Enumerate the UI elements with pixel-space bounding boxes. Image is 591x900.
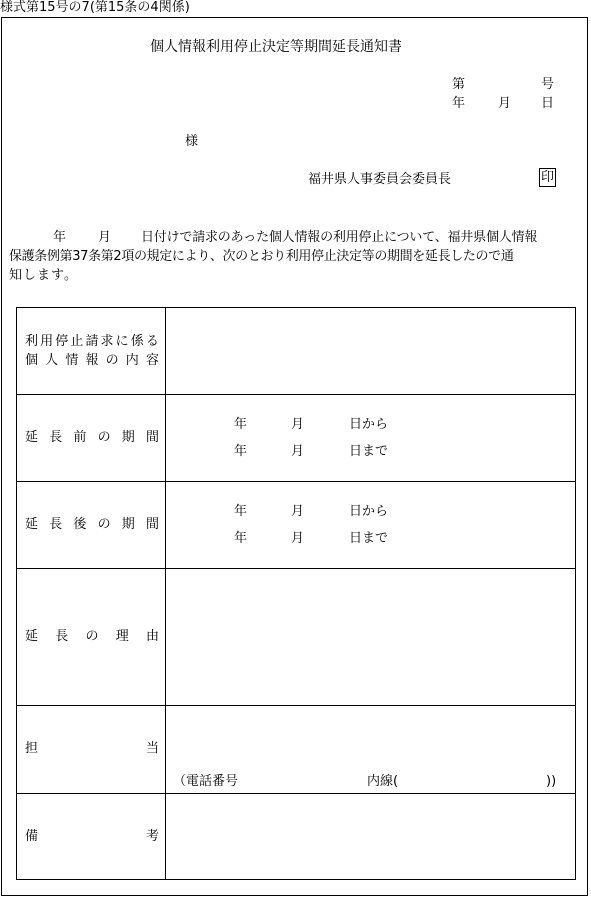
- form-number-note: 様式第15号の7(第15条の4関係): [0, 0, 190, 15]
- label-char: 係: [130, 334, 144, 349]
- label-char: 延: [25, 430, 39, 445]
- body-line3: 知します。: [9, 268, 78, 283]
- label-char: の: [97, 430, 111, 445]
- label-char: の: [85, 629, 99, 644]
- row-divider: [17, 705, 575, 706]
- sender-name: 福井県人事委員会委員長: [308, 172, 452, 187]
- row-divider: [17, 568, 575, 569]
- document-title: 個人情報利用停止決定等期間延長通知書: [150, 39, 402, 55]
- date-month: 月: [498, 96, 512, 111]
- label-char: 内: [125, 353, 139, 368]
- contact-ext-label: 内線(: [367, 774, 399, 789]
- label-char: 長: [49, 517, 63, 532]
- body-line1-rest: 日付けで請求のあった個人情報の利用停止について、福井県個人情報: [141, 230, 538, 245]
- label-char: 個: [25, 353, 39, 368]
- label-char: 由: [145, 629, 159, 644]
- label-char: 考: [145, 829, 159, 844]
- label-char: 前: [73, 430, 87, 445]
- row-divider: [17, 481, 575, 482]
- label-char: 停: [55, 334, 69, 349]
- contact-close-paren: )): [546, 774, 557, 789]
- body-line1-year: 年: [53, 230, 67, 245]
- row-label-content-line2: [25, 354, 159, 367]
- period-after-month-2: 月: [291, 531, 305, 546]
- row-label-reason: [25, 630, 159, 643]
- number-go: 号: [541, 77, 555, 92]
- date-year: 年: [452, 96, 466, 111]
- period-before-from: 日から: [349, 417, 389, 432]
- label-char: 備: [25, 829, 39, 844]
- label-char: 求: [100, 334, 114, 349]
- label-char: 間: [145, 430, 159, 445]
- label-char: 情: [65, 353, 79, 368]
- row-divider: [17, 793, 575, 794]
- period-after-from: 日から: [349, 504, 389, 519]
- seal-mark: [539, 171, 556, 184]
- label-char: 間: [145, 517, 159, 532]
- contact-phone-label: （電話番号: [173, 774, 239, 789]
- period-before-to: 日まで: [349, 444, 389, 459]
- label-char: 延: [25, 629, 39, 644]
- row-label-period-after: [25, 518, 159, 531]
- label-char: 利: [25, 334, 39, 349]
- period-before-year-2: 年: [234, 444, 248, 459]
- label-char: 止: [70, 334, 84, 349]
- number-dai: 第: [452, 77, 466, 92]
- label-char: 長: [55, 629, 69, 644]
- period-before-month-2: 月: [291, 444, 305, 459]
- label-char: 長: [49, 430, 63, 445]
- row-label-remarks: [25, 830, 159, 843]
- period-after-to: 日まで: [349, 531, 389, 546]
- addressee-suffix: 様: [185, 134, 199, 149]
- label-char: る: [145, 334, 159, 349]
- label-char: の: [105, 353, 119, 368]
- label-char: 後: [73, 517, 87, 532]
- row-divider: [17, 394, 575, 395]
- label-char: 人: [45, 353, 59, 368]
- label-char: 容: [145, 353, 159, 368]
- period-after-year-2: 年: [234, 531, 248, 546]
- seal-label: 印: [541, 170, 555, 185]
- label-char: 理: [115, 629, 129, 644]
- label-char: 請: [85, 334, 99, 349]
- row-label-contact: [25, 742, 159, 755]
- label-char: 担: [25, 741, 39, 756]
- label-char: 当: [145, 741, 159, 756]
- label-char: 報: [85, 353, 99, 368]
- row-label-period-before: [25, 431, 159, 444]
- label-char: 期: [121, 517, 135, 532]
- period-before-year-1: 年: [234, 417, 248, 432]
- label-char: 用: [40, 334, 54, 349]
- label-char: に: [115, 334, 129, 349]
- label-char: の: [97, 517, 111, 532]
- label-char: 期: [121, 430, 135, 445]
- period-before-month-1: 月: [291, 417, 305, 432]
- date-day: 日: [541, 96, 555, 111]
- row-label-content-line1: [25, 335, 159, 348]
- details-table: [16, 307, 576, 880]
- period-after-year-1: 年: [234, 504, 248, 519]
- body-line2: 保護条例第37条第2項の規定により、次のとおり利用停止決定等の期間を延長したので通: [9, 249, 514, 264]
- body-line1-month: 月: [98, 230, 112, 245]
- label-char: 延: [25, 517, 39, 532]
- period-after-month-1: 月: [291, 504, 305, 519]
